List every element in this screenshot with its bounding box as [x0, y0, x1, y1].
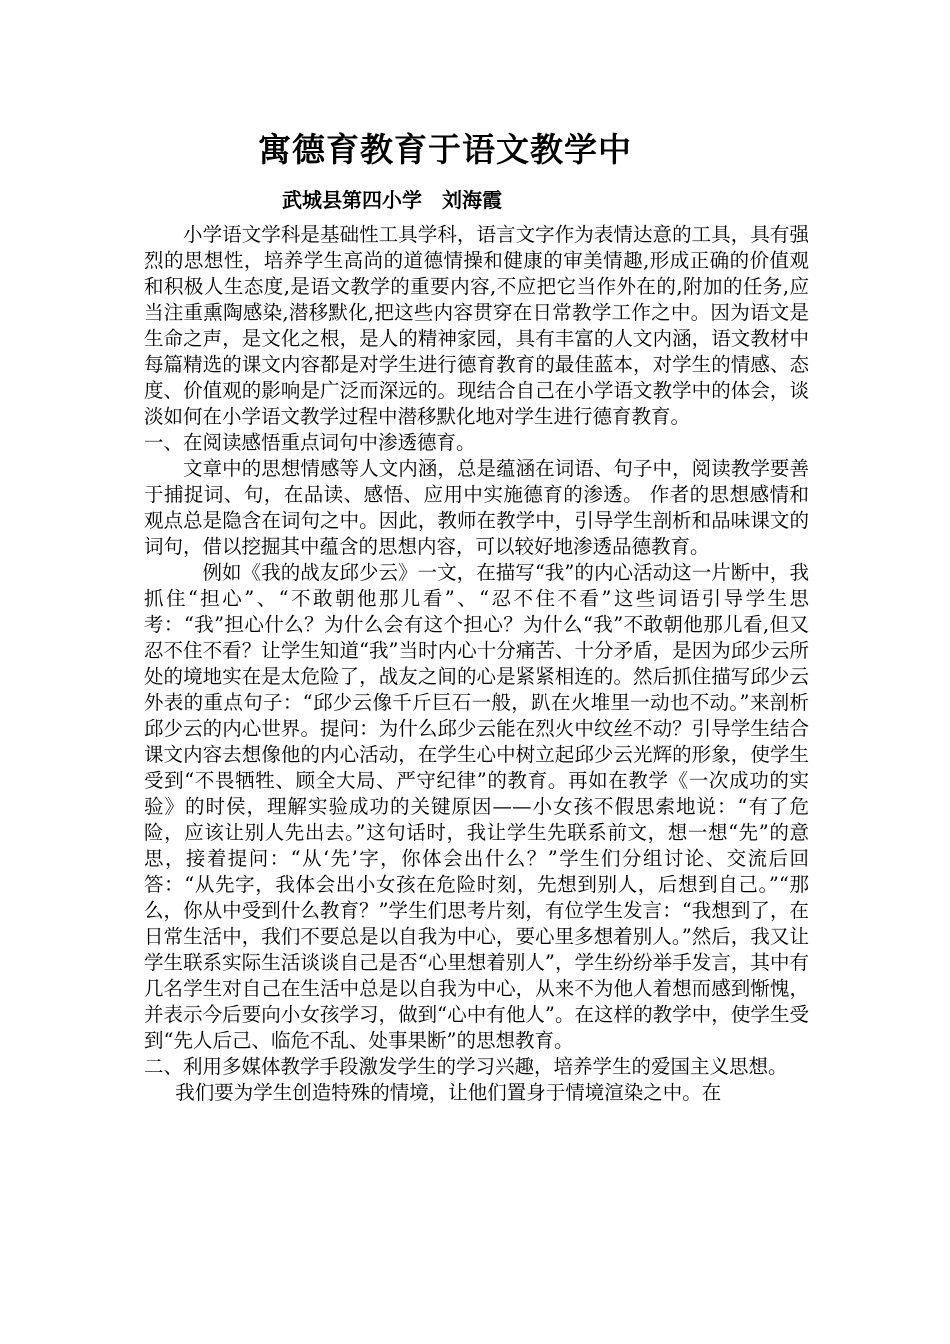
- author-byline: 武城县第四小学 刘海霞: [282, 188, 502, 212]
- document-title: 寓德育教育于语文教学中: [258, 130, 632, 169]
- paragraph-example: 例如《我的战友邱少云》一文，在描写“我”的内心活动这一片断中，我抓住“担心”、“不敢朝他那儿看”、“忍不住不看”这些词语引导学生思考：“我”担心什么？为什么会有这个担心？为什么“我”不敢朝他那儿看,但又忍不住不看？让学生知道“我”当时内心十分痛苦、十分矛盾，是因为邱少云所处的境地实在是太危险了，战友之间的心是紧紧相连的。然后抓住描写邱少云外表的重点句子：“邱少云像千斤巨石一般，趴在火堆里一动也不动。”来剖析邱少云的内心世界。提问：为什么邱少云能在烈火中纹丝不动？引导学生结合课文内容去想像他的内心活动，在学生心中树立起邱少云光辉的形象，使学生受到“不畏牺牲、顾全大局、严守纪律”的教育。再如在教学《一次成功的实验》的时侯，理解实验成功的关键原因——小女孩不假思索地说：“有了危险，应该让别人先出去。”这句话时，我让学生先联系前文，想一想“先”的意思，接着提问：“从‘先’字，你体会出什么？”学生们分组讨论、交流后回答：“从先字，我体会出小女孩在危险时刻，先想到别人，后想到自己。”“那么，你从中受到什么教育？”学生们思考片刻，有位学生发言：“我想到了，在日常生活中，我们不要总是以自我为中心，要心里多想着别人。”然后，我又让学生联系实际生活谈谈自己是否“心里想着别人”，学生纷纷举手发言，其中有几名学生对自己在生活中总是以自我为中心，从来不为他人着想而感到惭愧，并表示今后要向小女孩学习，做到“心中有他人”。在这样的教学中，使学生受到“先人后己、临危不乱、处事果断”的思想教育。: [144, 561, 809, 1052]
- paragraph-section-1: 文章中的思想情感等人文内涵，总是蕴涵在词语、句子中，阅读教学要善于捕捉词、句，在品读、感悟、应用中实施德育的渗透。 作者的思想感情和观点总是隐含在词句之中。因此，教师在教学中，引导学生剖析和品味课文的词句，借以挖掘其中蕴含的思想内容，可以较好地渗透品德教育。: [144, 457, 809, 558]
- paragraph-intro: 小学语文学科是基础性工具学科，语言文字作为表情达意的工具，具有强烈的思想性，培养学生高尚的道德情操和健康的审美情趣,形成正确的价值观和积极人生态度,是语文教学的重要内容,不应把它当作外在的,附加的任务,应当注重熏陶感染,潜移默化,把这些内容贯穿在日常教学工作之中。因为语文是生命之声，是文化之根，是人的精神家园，具有丰富的人文内涵，语文教材中每篇精选的课文内容都是对学生进行德育教育的最佳蓝本，对学生的情感、态度、价值观的影响是广泛而深远的。现结合自己在小学语文教学中的体会，谈淡如何在小学语文教学过程中潜移默化地对学生进行德育教育。: [144, 223, 809, 428]
- section-heading-1: 一、在阅读感悟重点词句中渗透德育。: [144, 431, 476, 454]
- document-body: [144, 222, 809, 1106]
- paragraph-section-2: 我们要为学生创造特殊的情境，让他们置身于情境渲染之中。在: [175, 1081, 722, 1104]
- section-heading-2: 二、利用多媒体教学手段激发学生的学习兴趣，培养学生的爱国主义思想。: [144, 1055, 788, 1078]
